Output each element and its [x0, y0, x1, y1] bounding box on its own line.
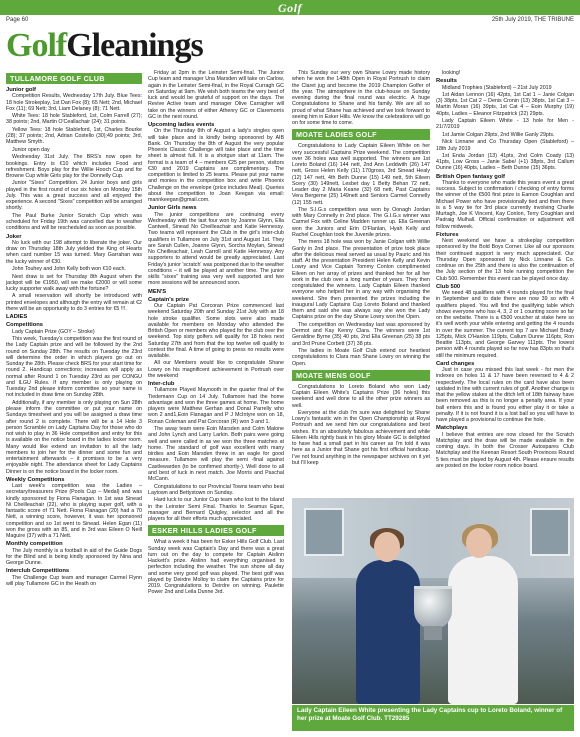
- section-heading: ESKER HILLS LADIES GOLF: [148, 525, 284, 536]
- paragraph: The Paul Burke Junior Scratch Cup which was scheduled for Friday 19th was cancelled due to weather conditions and will be rescheduled as soon as possible.: [6, 212, 142, 232]
- paragraph: looking!: [442, 70, 461, 76]
- paragraph: All our Members would like to congratulate Shane Lowry on his magnificent achievement in Portrush over the weekend: [148, 360, 284, 379]
- photo-window: [530, 508, 570, 556]
- subheading: Inter-club: [148, 381, 175, 388]
- title-golf: Golf: [6, 27, 67, 64]
- paragraph: Congratulations to Loreto Boland who won Lady Captain Eileen White's Captains Prize (36 holes) this weekend and well done to all the other prize winners as well.: [292, 383, 430, 409]
- paragraph: The away team were Eoin Marsden and Colm Malone and John Lynch and Larry Larkin. Both pairs were going well and were called in as we won the three matches at home. The standard of golf was excellent with many birdies and Eoin Marsden threw in an eagle for good measure. Tullamore will play the semi -final against Castlewarden (to be confirmed shortly-). Well done to all and best of luck in next match. Joe Morris and Paschal McCann.: [148, 426, 284, 483]
- subheading: Interclub Competitions: [6, 568, 70, 575]
- paragraph: Congratulations to our Provincial Towns team who beat Laytown and Bettystown on Sunday.: [148, 483, 284, 496]
- paragraph: 1st Aidan Lennon (16) 42pts, 1st Cat 1 – Janie Colgan (3) 38pts, 1st Cat 2 – Denis Cronin (13) 38pts, 1st Cat 3 – Martin Moran (16) 39pts, 1st Cat 4 – Eoin Murphy (19) 40pts, Ladies – Eleanor Fitzpatrick (22) 29pts.: [436, 91, 574, 117]
- photo-window: [304, 508, 344, 556]
- paragraph: The junior competitions are continuing every Wednesday with the last four won by Joanne Glynn, Ella Cantwell, Sinead No Cheilleachair and Katie Hennessy. Two teams will represent the Club in the girl's inter-club qualifiers in Tullamore on July 31st and August 1st. They are Sarah Cullen, Joanne Glynn, Sorcha Moylan, Sinead No Cheilleachair, Leah Carroll and Katie Hennessy. Any supporters to attend would be greatly appreciated. Last Friday's junior 'scratch' was postponed due to the weather conditions – it will be played at another time. The junior skills "sixes" training was very well supported and two more sessions will be announced soon.: [148, 211, 284, 287]
- paragraph: Additionally, if any member is only playing on Sun 28th please inform the committee or put your name on Sundays timesheet and you will be assigned a draw time after round 2 is complete. There will be a 14 Hole 3 person Scramble on Lady Captains Day for those who do not wish to play in 36 Hole competition and entry for this is available on the notice board in the ladies locker room. Many would like extend an invitation to all the lady members to join her for the dinner and some fun and entertainment afterwards – it promises to be a very enjoyable night. The attendance sheet for Lady Captains Dinner is on the notice board in the locker room.: [6, 399, 142, 475]
- paragraph: White Tees: 18 hole Stableford, 1st, Colm Farrell (27); 38 points; 2nd, Martin O'Ceallachair (24); 31 points.: [6, 113, 142, 126]
- subheading: Weekly Competitions: [6, 476, 65, 483]
- paragraph: Congratulations to Lady Captain Eileen White on her very successful Captains Prize weekend. The competition over 36 holes was well supported. The winners are 1st Loreto Boland (16) 144 nett, 2nd Ann Leddwith (26) 147 nett, Gross Helen Kelly (11) 170gross, 3rd Sinead Healy (12) 147 nett, 4th Beth Dunne (15) 149 nett, 5th Eileen Scery (30) 149nett, Lesbet day 1 Betty Behan 72 nett, Leader day 2 Maria Keane (32) 68 nett, Past Captains Vera Bergerne (25) 149nett and Seniors Carmel Connelly (12) 155 nett.: [292, 143, 430, 206]
- subheading: LADIES: [6, 314, 28, 321]
- photo-person-left: [350, 532, 424, 704]
- paragraph: This Sunday our very own Shane Lowry made history when he won the 148th Open in Royal Portrush to claim the Claret jug and become the 2019 Champion Golfer of the year. The atmosphere in the club-house on Sunday evening during the final round was electric. A huge Congratulations to Shane and his family. We are all so proud of what Shane has achieved and we look forward to seeing him in Esker Hills. We know the celebrations will go on for some time to come.: [292, 70, 430, 126]
- subheading: Captain's prize: [148, 296, 189, 303]
- photo-person-right: [442, 528, 522, 704]
- paragraph: What a week it has been for Esker Hills Golf Club. Last Sunday week was Captain's Day and there was a great turn out on the day to compete for Captain Aislinn Hackett's prize. Aislinn had everything organised to perfection including the weather. The sun shone all day and some very good golf was played. The best golf was played by Deirdre Molloy to claim the Captains prize for 2019. Congratulations to Deirdre on winning. Paulette Power 2nd and Leila Dunne 3rd.: [148, 539, 284, 596]
- paragraph: 1st Jamie Colgan 29pts, 2nd Willie Ganly 29pts.: [442, 131, 555, 138]
- paragraph: Lady Captain Prize (GOY – Stroke): [12, 328, 95, 335]
- paragraph: John Touhey and John Kelly both won €10 each.: [12, 266, 126, 273]
- paragraph: The Challenge Cup team and manager Carmel Flynn will play Tullamore GC in the Heath on: [6, 574, 142, 587]
- paragraph: 1st Enda Jordan (13) 41pts, 2nd Colm Coady (13) 41pts, Low Gross – Janie Sabe/ (+1) 38pts, 3rd Callum Dunne (16) 40pts, Ladies – Beth Dunne (15) 36pts.: [436, 152, 574, 172]
- page-title: [6, 24, 286, 68]
- paragraph: Next weekend we have a strokeplay competition sponsored by the Bold Boys Corner. Like all our sponsors their continued support is very much appreciated. Our Thursday Open sponsored by Nick Linnane & Co. continue on the 25th and there is also the continuation of the July section of the 13 hole running competition the Club 500. Remember this event can be played once day.: [436, 238, 574, 282]
- paragraph: Lady Captain Eileen White - 13 hole for Men - 21/7/2019: [436, 118, 574, 131]
- section-label: Golf: [278, 1, 302, 15]
- trophy-cup: [414, 586, 452, 629]
- presentation-photo: [292, 498, 574, 704]
- section-heading: MOATE LADIES GOLF: [292, 129, 430, 140]
- subheading: Competitions: [6, 322, 44, 329]
- paragraph: The July monthly is a football in aid of the Guide Dogs for the Blind and is being kindly sponsored by Nina and George Dunne.: [6, 547, 142, 567]
- subheading: Junior Girls news: [148, 205, 197, 212]
- person-head: [374, 532, 400, 562]
- paragraph: No luck with our 198 attempt to liberate the joker. Our draw on Thursday 18th July yielded the King of Hearts when card number 15 was turned. Mary Garrahan was the lucky winner of €30.: [6, 239, 142, 265]
- paragraph: Yellow Tees: 18 hole Stableford, 1st, Charles Bourke (28); 37 points; 2nd, Adrian Costello (30);49 points; 3rd, Matthew Smyth.: [6, 126, 142, 146]
- paragraph: Our Captain Pat Corcoran Prize commenced last weekend Saturday 20th and Sunday 21st July with an 18 hole stroke qualifier. Some slots were also made available for members on Monday who attended the British Open or members who played for the club over the weekend. Top sixty golfers will qualify for 18 holes next Saturday 27th and from that the top twelve will qualify to contest the final. A time of going to press no results were available.: [148, 303, 284, 359]
- article-column-3: [292, 70, 430, 466]
- subheading: Fixtures: [436, 231, 459, 238]
- paragraph: Junior open day: [12, 146, 50, 153]
- trophy-base: [424, 626, 442, 640]
- paragraph: Last week's competition was the Ladies – secretary/treasurers Prize (Pools Cup – Medal) and was kindly sponsored by Fiona Flanagan. In 1st was Sinead Ni Cheilleachair (22), who is playing super golf, with a fantastic score of 71 Nett. Fiona Flanagan (20) had a 70 Nett, a winning score, however, it was her sponsored competition and so 1st went to Sinead. Helen Egan (11) won the gross with an 85, and in 3rd was Eileen O Neill Maguire (37) with a 71 Nett.: [6, 483, 142, 540]
- paragraph: Nick Linnane and Co Thursday Open (Stableford) – 18th July 2019: [436, 139, 574, 152]
- section-heading: MOATE MENS GOLF: [292, 370, 430, 381]
- person-body: [448, 556, 518, 704]
- paragraph: Midland Trophies (Stableford) – 21st July 2019: [442, 84, 552, 91]
- issue-dateline: 25th July 2019, THE TRIBUNE: [491, 17, 574, 23]
- subheading: Joker: [6, 233, 22, 240]
- photo-caption: Lady Captain Eileen White presenting the Lady Captains cup to Loreto Boland, winner of her prize at Moate Golf Club. TT29285: [292, 705, 574, 731]
- paragraph: The S.I.G.s competition was won by Oonagh Jordan with Mary Connelly in 2nd place. The G.I.G.s winner was Carmel Fox with Celine Madden runner up. Ella Greenan won the Juniors and Erin O'Flanlan, Hyah Kelly and Rachel Coughlan took the Juvenile prizes.: [292, 206, 430, 238]
- subheading: Junior golf: [6, 87, 36, 93]
- subheading: Monthly competition: [6, 541, 63, 548]
- subheading: Results: [436, 78, 457, 85]
- paragraph: Friday at 2pm in the Leinster Semi-final. The Junior Cup team and manager Una Marsden will take on Carlow, again in the Leinster Semi-final, in the Royal Curragh GC on Saturday at 9am. We wish both teams the very best of luck and would be grateful of support on the days. The Revive Active team and manager Olive Carragher will take on the winners of either Athenry GC or Claremorris GC in the next round.: [148, 70, 284, 120]
- subheading: Club 500: [436, 283, 461, 290]
- paragraph: On the Thursday 8th of August a lady's singles open will take place and is kindly being sponsored by AIB Bank. On Thursday the 8th of August the very popular Phoenix Classic Challenge will take place and the time sheet is almost full. It is a shotgun start at 11am. The format is a team of 4 – members €25 per person, visitors €30 and 2019 Captains are complimentary. The competition is limited to 25 teams. Please put your name and monies in the competition box and write Phoenix Challenge on the envelope (price includes Meal). Queries about the competition to Joan Keegan via email: mannkeegan@gmail.com.: [148, 128, 284, 203]
- paragraph: I believe that entries are now closed for the Scratch Matchplay and the draw will be made available in the coming days. In both the Crosser Autospares Club Matchplay and the Keenan Resort South Provinces Round 5 ties must be played by August 4th. Please ensure results are posted on the locker room notice board.: [436, 431, 574, 469]
- paragraph: Junior "Sixes" Competition. 24 Junior boys and girls played in the first round of our six holes on Monday 15th July. This was a great success and all enjoyed the experience. A second "Sixes" competition will be arranged shortly.: [6, 180, 142, 212]
- subheading: British Open fantasy golf: [436, 173, 505, 180]
- page-number: Page 60: [6, 17, 29, 23]
- subheading: MEN'S: [148, 288, 167, 295]
- paragraph: Everyone at the club I'm sure was delighted by Shane Lowry's fantastic win in the Open Championship at Royal Portrush and we send him our congratulations and best wishes. It's an absolutely fabulous achievement and while Eileen Hills rightly bask in his glory Moate GC is delighted to have had a small part in his career as I'm told it was here as a Junior that Shane got his first official handicap. I've not found anything in the newspaper archives on it yet but I'll keep: [292, 409, 430, 466]
- paragraph: We need 48 qualifiers with 4 rounds played for the final in September and to date there are now 39 so with 4 qualifiers played. You will find the qualifying table which shows everyone who has 4, 3, 2 or 1 counting score so far on the website. There is a €500 voucher at stake here so it's well worth your while entering and getting the 4 rounds in over the summer. The current top 7 are Michael Brady 125pts, Mick O'Hanlon 119pts, Callum Dunne 116pts, Ron Beattie 113pts, and George Garvey 111pts. The lowest person with 4 rounds played so far now has 83pts so that's still the minimum required.: [436, 290, 574, 359]
- paragraph: Tullamore Played Maynooth in the quarter final of the Tiedemann Cup on 14 July. Tullamore had the home advantage and won the three games at home. The home players were Matthew Gerhan and Donal Parrelly who won 2 and1,Eoin Flanagan and P J McIntyre won on 18, Ronan Coleman and Pat Corcoran (R) won 3 and 1.: [148, 387, 284, 425]
- paragraph: The ladies in Moate Golf Club extend our heartiest congratulations to Clara man Shane Lowry on winning the Open.: [292, 348, 430, 367]
- paragraph: Next draw is set for Thursday 8th August when the jackpot will be €1950, will we make €2000 or will some lucky supporter walk away with the fortune?: [6, 273, 142, 292]
- page-header: [0, 0, 580, 21]
- article-column-1: [6, 70, 142, 734]
- title-gleanings: Gleanings: [66, 27, 203, 64]
- person-body: [356, 560, 420, 704]
- subheading: Matchplays: [436, 425, 468, 432]
- subheading: Card changes: [436, 360, 475, 367]
- article-column-2: [148, 70, 284, 734]
- section-heading: TULLAMORE GOLF CLUB: [6, 73, 142, 84]
- paragraph: Wednesday 31st July. The BRS's now open for bookings. Entry is €10 which includes Food and refreshment. Boys play for the Willie Hooch Cup and for Browne Cup while Girls play for the Donnelly Cup.: [6, 154, 142, 179]
- subheading: Upcoming ladies events: [148, 122, 215, 128]
- paragraph: Thanks to everyone who made this years event a great success. Subject to confirmation / checking of entry forms the winner of the €500 first prize is Eamon Coughlan and Michael Power who have provisionally tied and then there is a 5 way tie for 3rd place currently involving Charlie Murtagh, Joe K Vincent, Kay Conlon, Terry Coughlan and Padraig Mulhall. Official confirmation or adjustment will follow midweek.: [436, 179, 574, 230]
- paragraph: Competition Results, Wednesday 17th July. Blue Tees: 18 hole Strokeplay, 1st Dan Fox (8); 65 Nett; 2nd, Michael Fox (11); 69 Nett; 3rd, Liam Delaney (8); 71 Nett.: [6, 93, 142, 112]
- paragraph: The mens 18 hole was won by Janie Colgan with Willie Ganly in 2nd place. The presentation of prize took place after the delicious meal served as usual by Pauric and his staff. At the presentation President Helen Kelly and Kevin Lowry and Vice Captain Tommy Conlon complimented Eileen on her array of prizes and thanked her for all her work in the club over a long number of years. They then congratulated the winners. Lady Captain Eileen thanked everyone who helped her in any way with organising the weekend. She then presented the prizes including the inaugural Lady Captains Cup Loreto Boland and thanked them and said she was always say she won the Lady Captains prize on the day Shane Lowry won the Open.: [292, 239, 430, 321]
- paragraph: A small reservation will shortly be introduced with printed envelopes and although the entry will remain at €2 there will be an opportunity to do 3 entries for €5 !!!.: [6, 293, 142, 312]
- paragraph: Hard luck to our Junior Cup team who lost to the Island in the Leinster Semi Final. Thanks to Seamus Egan, manager and Bernard Quigley, selector and all the players for all their efforts much appreciated.: [148, 497, 284, 522]
- person-head: [466, 528, 492, 558]
- paragraph: Just in case you missed this last week - for men the indexes on holes 11 & 17 have been reversed to 4 & 2 respectively. The local rules on the card have also been updated in line with current rules of golf. Another change is that the yellow stakes at the ditch left of 18th fairway have been removed as this is no longer a penalty area. If your ball enters this and is found you either play it or take a penalty. If it is not found it is a lost ball so you will have to have played a provisional to continue the hole.: [436, 367, 574, 424]
- paragraph: The competition on Wednesday last was sponsored by Dermot and Kay Kenny Clara. The winners were 1st Geraldine Byrne (35) 40 pts, 2nd Ella Greenan (25) 38 pts and 3rd Prune Corbett (37) 38 pts.: [292, 321, 430, 347]
- paragraph: This week, Tuesday's competition was the first round of the Lady Captain prize and will be followed by the 2nd round on Sunday 28th. The results on Tuesday the 23rd will determine the order in which players go out on Sunday the 28th. Please check BRS for your start time for round 2. Handicap corrections; increases will apply as normal after Round 1 on Tuesday 23rd as per CONGU and ILGU Rules. If any member is only playing on Tuesday 2nd please inform committee so your name is not included in draw time on Sunday 28th.: [6, 336, 142, 399]
